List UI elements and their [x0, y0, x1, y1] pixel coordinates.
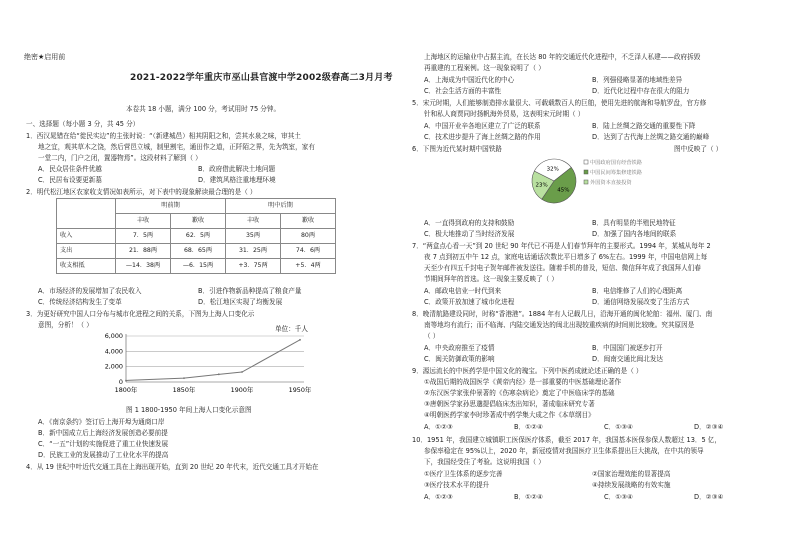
option-a[interactable]: A．市场经济的发展增加了农民收入 — [38, 287, 142, 295]
x-tick-label: 1950年 — [288, 386, 312, 394]
question-6-tail: 图中反映了（ ） — [674, 145, 723, 153]
option-b[interactable]: B．中国国门被逐步打开 — [592, 344, 663, 352]
option-d[interactable]: D．松江地区实现了均衡发展 — [198, 298, 283, 306]
railway-pie-chart — [528, 150, 688, 212]
table-row-label: 支出 — [57, 244, 116, 259]
chart-unit-label: 单位：千人 — [275, 325, 308, 333]
question-8-line: 南等地均有流行；而不临海、内陆交通发达的闽北出现较重疾病的时间则比较晚。究其原因是 — [424, 321, 695, 329]
y-tick-label: 2,000 — [104, 362, 123, 371]
data-point — [241, 371, 243, 373]
table-cell: +3．75两 — [226, 259, 281, 274]
option-a[interactable]: A．中国开业辛各地区建立了广泛的联系 — [424, 122, 541, 130]
question-1-line: 一堂二内，门户之闭，置器物焉”。这段材料了解到（ ） — [38, 154, 202, 162]
legend-label: 中国民间筹集修建铁路 — [590, 170, 642, 176]
exam-title: 2021-2022学年重庆市巫山县官渡中学2002级春高二3月月考 — [130, 73, 393, 83]
question-3-line: 意图，分析！（ ） — [38, 321, 93, 329]
table-row-label: 收入 — [57, 229, 116, 244]
option-c[interactable]: C．“一五”计划的实施促进了重工业快速发展 — [38, 440, 169, 448]
chart-caption: 图 1 1800-1950 年间上海人口变化示意图 — [126, 406, 252, 414]
option-a[interactable]: A．一直得到政府的支持和鼓励 — [424, 219, 515, 227]
statement-item: ②国家治理效能的显著提高 — [592, 470, 671, 478]
option-a[interactable]: A．邮政电信业一时代到来 — [424, 287, 502, 295]
legend-swatch — [584, 160, 588, 164]
option-d[interactable]: D．建筑风格注重地理环境 — [198, 176, 276, 184]
data-point — [125, 380, 127, 382]
option-b[interactable]: B．新中国成立后上海经济发展创造必要前提 — [38, 429, 168, 437]
data-point — [218, 373, 220, 375]
table-subheader: 歉收 — [171, 214, 226, 229]
option-b[interactable]: B．列强侵略显著的地域性差异 — [592, 76, 683, 84]
income-table — [56, 198, 336, 274]
question-5-line: 5．宋元时期，人们能够制造排水量很大、可载载数百人的巨舶，使用先进的航海和导航罗盘，官方修 — [412, 99, 707, 107]
option-a[interactable]: A．①②③ — [424, 493, 453, 501]
option-b[interactable]: B．①②④ — [514, 423, 543, 431]
legend-label: 中国政府国有经营铁路 — [590, 160, 642, 166]
table-cell: 35两 — [226, 229, 281, 244]
table-cell: 31．25两 — [226, 244, 281, 259]
y-tick-label: 4,000 — [104, 347, 123, 356]
option-d[interactable]: D．②③④ — [694, 493, 724, 501]
table-cell: 74．6两 — [281, 244, 336, 259]
y-tick-label: 6,000 — [104, 332, 123, 340]
option-a[interactable]: A．①②③ — [424, 423, 453, 431]
option-a[interactable]: A．《南京条约》签订后上海开埠为通商口岸 — [38, 418, 165, 426]
option-a[interactable]: A．上海成为中国近代化的中心 — [424, 76, 515, 84]
pie-slice-label: 45% — [557, 187, 570, 194]
option-d[interactable]: D．民族工业的发展推动了工业化水平的提高 — [38, 451, 169, 459]
question-4-cont-line: 再重建的工程案例。这一现象说明了（ ） — [424, 64, 545, 72]
option-b[interactable]: B．陆上丝绸之路交通的重要性下降 — [592, 122, 696, 130]
option-d[interactable]: D．闽南交通比闽北发达 — [592, 355, 664, 363]
option-d[interactable]: D．达到了古代海上丝绸之路交通的巅峰 — [592, 133, 710, 141]
option-a[interactable]: A．民众居住条件优越 — [38, 165, 102, 173]
table-cell: +5．4两 — [281, 259, 336, 274]
data-point — [183, 377, 185, 379]
option-c[interactable]: C．技术进步提升了海上丝绸之路的作用 — [424, 133, 541, 141]
statement-item: ①战国后期的战国医学《黄帝内经》是一部重要的中医基础理论著作 — [424, 378, 622, 386]
legend-swatch — [584, 180, 588, 184]
option-b[interactable]: B．电信维修了人们的心理距离 — [592, 287, 683, 295]
question-3-line: 3．为更好研究中国人口分布与城市化进程之间的关系，下图为上海人口变化示 — [26, 310, 255, 318]
option-c[interactable]: C．社会生活方面的丰富性 — [424, 87, 502, 95]
confidential-label: 绝密★启用前 — [24, 53, 66, 61]
option-a[interactable]: A．中央政府推至了疫情 — [424, 344, 495, 352]
question-1-line: 地之宜，观其草木之饶，然后营邑立城，制里割宅，通田作之道，正阡陌之界，先为筑室，家有 — [38, 143, 315, 151]
option-d[interactable]: D．②③④ — [694, 423, 724, 431]
pie-slice-label: 23% — [535, 182, 548, 189]
table-subheader: 丰收 — [116, 214, 171, 229]
question-1-line: 1．西汉晁错在给“徙民实边”的主张时说：“（新建城邑）相其阴阳之和，尝其水泉之味，审其土 — [26, 132, 301, 140]
table-subheader: 歉收 — [281, 214, 336, 229]
question-10-line: 10．1951 年，我国建立城镇职工医保医疗体系，截至 2017 年，我国基本医保参保人数超过 13．5 亿， — [412, 436, 721, 444]
table-cell: —6．15两 — [171, 259, 226, 274]
statement-item: ④持续发展战略的有效实施 — [592, 481, 671, 489]
option-d[interactable]: D．通信网络发展改变了生活方式 — [592, 298, 690, 306]
option-c[interactable]: C．闽关防御政策的影响 — [424, 355, 495, 363]
table-subheader: 丰收 — [226, 214, 281, 229]
x-tick-label: 1900年 — [230, 386, 254, 394]
table-row — [57, 244, 336, 259]
question-10-line: 参保率稳定在 95%以上，2020 年，新冠疫情对我国医疗卫生体系提出巨大挑战，在中共的领导 — [424, 447, 704, 455]
question-4-start: 4．从 19 世纪中叶近代交通工具在上海出现开始，直到 20 世纪 20 年代末，近代交通工具才开始在 — [26, 463, 319, 471]
question-8-line: 8．晚清航路建设同时，时称“香港港”。1884 年有人记载几日，沿海开通的闽化轮舶：福州、厦门、南 — [412, 310, 713, 318]
exam-intro: 本卷共 18 小题，满分 100 分，考试用时 75 分钟。 — [126, 105, 281, 113]
table-row — [57, 229, 336, 244]
question-8-line: （ ） — [424, 332, 440, 340]
question-6: 6．下图为近代某时期中国铁路 — [412, 145, 502, 153]
question-2: 2．明代松江地区农家收支情况如表所示，对下表中的现象解读最合理的是（ ） — [26, 188, 257, 196]
statement-item: ①医疗卫生体系的逐步完善 — [424, 470, 503, 478]
table-row — [57, 199, 336, 214]
x-tick-label: 1800年 — [114, 386, 138, 394]
option-b[interactable]: B．政府借此解决土地问题 — [198, 165, 276, 173]
question-7-line: 夜 7 点到初五中午 12 点，家庭电话通话次数比平日增多了 6%左右。1999 年，中国电信网上每 — [424, 253, 708, 261]
pie-slice-label: 32% — [546, 166, 559, 173]
statement-item: ③医疗技术水平的提升 — [424, 481, 490, 489]
table-cell: 80两 — [281, 229, 336, 244]
table-cell: 68．65两 — [171, 244, 226, 259]
option-d[interactable]: D．加强了国内各地间的联系 — [592, 230, 677, 238]
population-line-chart — [88, 322, 328, 394]
table-cell: 7．5两 — [116, 229, 171, 244]
statement-item: ③唐朝医学家孙思邈提倡临床杰出知识，著成临床研究专著 — [424, 400, 595, 408]
data-point — [299, 339, 301, 341]
question-7-line: 7．“两盒点心看一天”到 20 世纪 90 年代已不再是人们春节拜年的主要形式。1994 年，某城从每年 2 — [412, 242, 711, 250]
table-corner — [57, 199, 116, 229]
question-7-line: 节期间拜年的首选。这一现象主要反映了（ ） — [424, 275, 558, 283]
table-row-label: 收支相抵 — [57, 259, 116, 274]
table-row — [57, 259, 336, 274]
option-c[interactable]: C．极大地推动了当时经济发展 — [424, 230, 515, 238]
statement-item: ④明朝医药学家李时珍著成中药学集大成之作《本草纲目》 — [424, 411, 595, 419]
y-tick-label: 0 — [118, 378, 123, 386]
option-d[interactable]: D．近代化过程中存在很大的阻力 — [592, 87, 690, 95]
question-9: 9．源远流长的中医药学是中国文化的瑰宝。下列中医药成就论述正确的是（ ） — [412, 367, 643, 375]
option-b[interactable]: B．①②④ — [514, 493, 543, 501]
question-7-line: 天至少有四五千封电子贺年邮件被发送往。随着手机的普及，短信、微信拜年成了我国拜人们春 — [424, 264, 701, 272]
option-c[interactable]: C．①③④ — [604, 493, 633, 501]
option-b[interactable]: B．引进作物新品种提高了粮食产量 — [198, 287, 302, 295]
question-5-line: 针和私人商贾同时扬帆海外贸易，这表明宋元时期（ ） — [424, 110, 585, 118]
table-cell: 62．5两 — [171, 229, 226, 244]
table-group-header: 明前期 — [116, 199, 226, 214]
statement-item: ②东汉医学家张仲景著的《伤寒杂病论》奠定了中医临床学的基础 — [424, 389, 615, 397]
option-c[interactable]: C．①③④ — [604, 423, 633, 431]
x-tick-label: 1850年 — [172, 386, 196, 394]
table-group-header: 明中后期 — [226, 199, 336, 214]
legend-swatch — [584, 170, 588, 174]
option-c[interactable]: C．民居布设要更新墓 — [38, 176, 102, 184]
question-4-cont-line: 上海地区的运输业中占据主流，在长达 80 年的交通近代化进程中，不乏泽人私建——政府拆毁 — [424, 53, 701, 61]
option-b[interactable]: B．具有明显的半殖民地特征 — [592, 219, 676, 227]
section-heading: 一、选择题（每小题 3 分，共 45 分） — [26, 120, 140, 128]
legend-label: 外国资本直接投资 — [590, 180, 632, 186]
series-line — [126, 340, 300, 381]
option-c[interactable]: C．政策开放加速了城市化进程 — [424, 298, 515, 306]
question-10-line: 下，我国经受住了考验。这说明我国（ ） — [424, 458, 545, 466]
table-cell: 21．88两 — [116, 244, 171, 259]
table-cell: —14．38两 — [116, 259, 171, 274]
option-c[interactable]: C．传统经济结构发生了变革 — [38, 298, 122, 306]
